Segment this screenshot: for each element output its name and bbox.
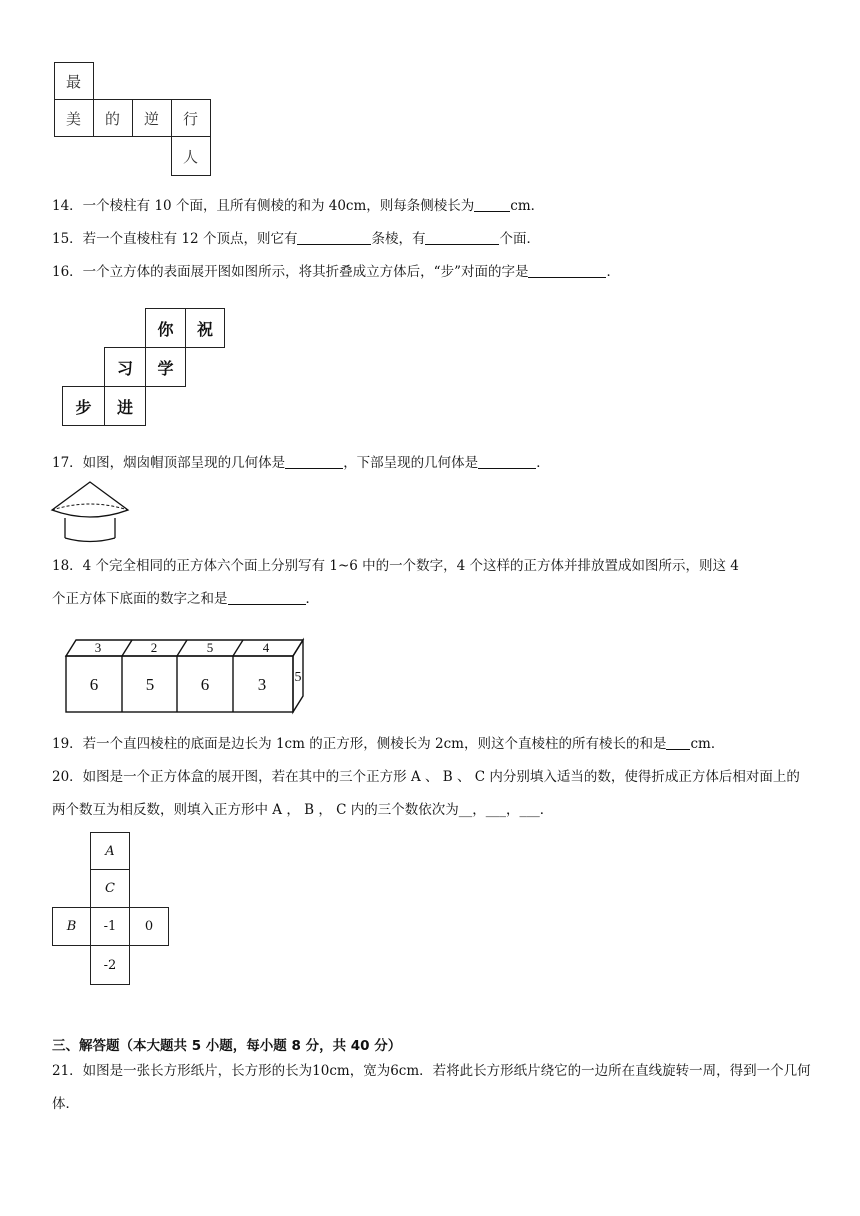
chimney-cap-figure [50,478,134,546]
net-cell: 祝 [185,308,225,348]
net-cell: 最 [54,62,94,100]
answer-blank [297,230,371,245]
question-17-text-a: 17．如图，烟囱帽顶部呈现的几何体是 [52,455,286,471]
question-19-unit: cm． [690,736,725,752]
question-19-text: 19．若一个直四棱柱的底面是边长为 1cm 的正方形，侧棱长为 2cm，则这个直棱柱的所有棱长的和是 [52,736,667,752]
question-15-text-b: 条棱，有 [371,231,426,247]
front-face-number: 3 [257,675,267,694]
net-cell: 步 [62,386,105,426]
question-21-text: 21．如图是一张长方形纸片，长方形的长为10cm，宽为6cm．若将此长方形纸片绕它的一边所在直线旋转一周，得到一个几何体． [52,1063,811,1112]
net-cell: 0 [129,907,169,946]
answer-blank [285,454,343,469]
answer-blank [228,590,306,605]
question-15 [52,229,540,249]
question-20-text: 20．如图是一个正方体盒的展开图，若在其中的三个正方形 A 、 B 、 C 内分别填入适当的数，使得折成正方体后相对面上的两个数互为相反数，则填入正方形中 A ， B ， C 内的三个数依次为__，___，___． [52,769,800,818]
cylinder-bottom [65,538,115,542]
answer-blank [425,230,499,245]
front-face-number: 6 [200,675,210,694]
top-face-number: 5 [206,640,214,655]
answer-blank [474,197,510,212]
net-cell: 人 [171,136,211,176]
net-cell: 行 [171,99,211,137]
cubes-figure [60,636,310,716]
net-cell: 学 [145,347,186,387]
front-face-number: 5 [145,675,155,694]
cube-edge [177,640,187,656]
question-16-end: ． [606,264,620,280]
net-cell: -2 [90,945,130,985]
cone-outline [52,482,128,517]
question-21 [52,1055,812,1121]
question-14 [52,196,544,216]
question-14-text: 14．一个棱柱有 10 个面，且所有侧棱的和为 40cm，则每条侧棱长为 [52,198,475,214]
question-18-text-1: 18．4 个完全相同的正方体六个面上分别写有 1~6 中的一个数字，4 个这样的正方体并排放置成如图所示，则这 4 [52,558,739,574]
net-cell: C [90,869,130,908]
question-15-text-a: 15．若一个直棱柱有 12 个顶点，则它有 [52,231,298,247]
answer-blank [666,735,690,750]
question-17 [52,453,550,473]
answer-blank [528,263,606,278]
top-face-number: 4 [262,640,270,655]
question-17-text-c: ． [536,455,550,471]
top-face-number: 3 [94,640,102,655]
question-17-text-b: ，下部呈现的几何体是 [343,455,479,471]
net-cell: 习 [104,347,146,387]
question-16 [52,262,620,282]
cube-edge [233,640,243,656]
net-cell: -1 [90,907,130,946]
question-18-end: ． [305,591,319,607]
question-18-line2 [52,589,319,609]
side-face-number: 5 [294,670,302,685]
net-cell: A [90,832,130,870]
question-14-unit: cm． [510,198,545,214]
cone-base-hidden [52,504,128,510]
top-face-number: 2 [150,640,158,655]
net-cell: 的 [93,99,133,137]
net-cell: 你 [145,308,186,348]
section-heading: 三、解答题（本大题共 5 小题，每小题 8 分，共 40 分） [52,1038,402,1054]
cube-edge [122,640,132,656]
net-cell: 逆 [132,99,172,137]
net-cell: 进 [104,386,146,426]
front-face-number: 6 [89,675,99,694]
net-cell: 美 [54,99,94,137]
question-15-text-c: 个面． [499,231,540,247]
question-19 [52,734,724,754]
question-20 [52,761,812,827]
question-18-text-2: 个正方体下底面的数字之和是 [52,591,228,607]
question-16-text: 16．一个立方体的表面展开图如图所示，将其折叠成立方体后，“步”对面的字是 [52,264,529,280]
answer-blank [478,454,536,469]
net-cell: B [52,907,91,946]
question-18-line1 [52,556,739,576]
